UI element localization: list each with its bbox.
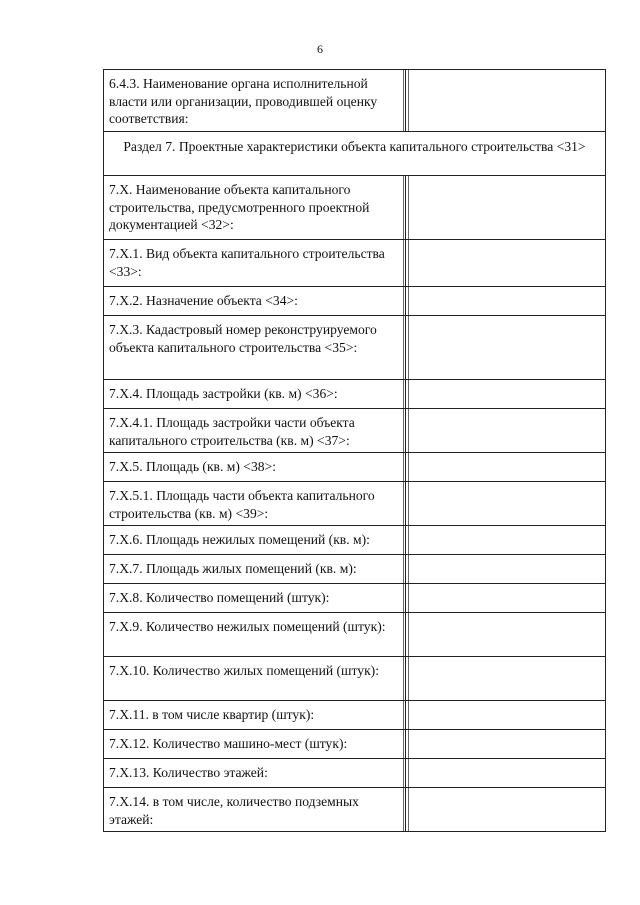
field-label: 7.Х.7. Площадь жилых помещений (кв. м): xyxy=(104,555,406,584)
field-value[interactable] xyxy=(406,70,606,132)
form-row xyxy=(104,759,606,788)
form-row xyxy=(104,316,606,380)
form-row xyxy=(104,70,606,132)
field-value[interactable] xyxy=(406,613,606,657)
form-row xyxy=(104,409,606,453)
form-row xyxy=(104,453,606,482)
field-label: 7.Х.12. Количество машино-мест (штук): xyxy=(104,730,406,759)
field-label: 7.Х.1. Вид объекта капитального строительства <33>: xyxy=(104,240,406,287)
field-label: 7.Х.10. Количество жилых помещений (штук): xyxy=(104,657,406,701)
field-value[interactable] xyxy=(406,701,606,730)
field-label: 7.Х.2. Назначение объекта <34>: xyxy=(104,287,406,316)
field-value[interactable] xyxy=(406,526,606,555)
field-value[interactable] xyxy=(406,380,606,409)
form-row xyxy=(104,240,606,287)
field-label: 7.Х.13. Количество этажей: xyxy=(104,759,406,788)
field-value[interactable] xyxy=(406,240,606,287)
form-row xyxy=(104,584,606,613)
field-label: 7.Х.14. в том числе, количество подземных этажей: xyxy=(104,788,406,832)
field-label: 7.Х.5.1. Площадь части объекта капитального строительства (кв. м) <39>: xyxy=(104,482,406,526)
form-row xyxy=(104,526,606,555)
form-table-body xyxy=(104,70,606,832)
field-label: 7.Х.9. Количество нежилых помещений (штук): xyxy=(104,613,406,657)
form-row xyxy=(104,730,606,759)
field-label: 7.Х.4.1. Площадь застройки части объекта капитального строительства (кв. м) <37>: xyxy=(104,409,406,453)
field-value[interactable] xyxy=(406,453,606,482)
field-value[interactable] xyxy=(406,730,606,759)
field-label: 7.Х. Наименование объекта капитального строительства, предусмотренного проектной документацией <32>: xyxy=(104,176,406,240)
field-value[interactable] xyxy=(406,759,606,788)
form-row xyxy=(104,380,606,409)
field-label: 7.Х.6. Площадь нежилых помещений (кв. м): xyxy=(104,526,406,555)
form-row xyxy=(104,287,606,316)
form-row xyxy=(104,555,606,584)
field-value[interactable] xyxy=(406,176,606,240)
field-label: 7.Х.8. Количество помещений (штук): xyxy=(104,584,406,613)
field-label: 7.Х.5. Площадь (кв. м) <38>: xyxy=(104,453,406,482)
field-label: 6.4.3. Наименование органа исполнительной власти или организации, проводившей оценку соответствия: xyxy=(104,70,406,132)
form-row xyxy=(104,613,606,657)
form-row xyxy=(104,788,606,832)
section-title: Раздел 7. Проектные характеристики объекта капитального строительства <31> xyxy=(104,132,606,176)
form-row xyxy=(104,657,606,701)
field-value[interactable] xyxy=(406,584,606,613)
field-label: 7.Х.4. Площадь застройки (кв. м) <36>: xyxy=(104,380,406,409)
field-label: 7.Х.3. Кадастровый номер реконструируемого объекта капитального строительства <35>: xyxy=(104,316,406,380)
field-value[interactable] xyxy=(406,657,606,701)
form-row xyxy=(104,176,606,240)
form-table xyxy=(103,69,606,832)
field-value[interactable] xyxy=(406,788,606,832)
field-label: 7.Х.11. в том числе квартир (штук): xyxy=(104,701,406,730)
form-row xyxy=(104,701,606,730)
field-value[interactable] xyxy=(406,287,606,316)
page-number: 6 xyxy=(317,42,323,56)
field-value[interactable] xyxy=(406,482,606,526)
field-value[interactable] xyxy=(406,555,606,584)
section-header-row xyxy=(104,132,606,176)
field-value[interactable] xyxy=(406,316,606,380)
field-value[interactable] xyxy=(406,409,606,453)
form-row xyxy=(104,482,606,526)
